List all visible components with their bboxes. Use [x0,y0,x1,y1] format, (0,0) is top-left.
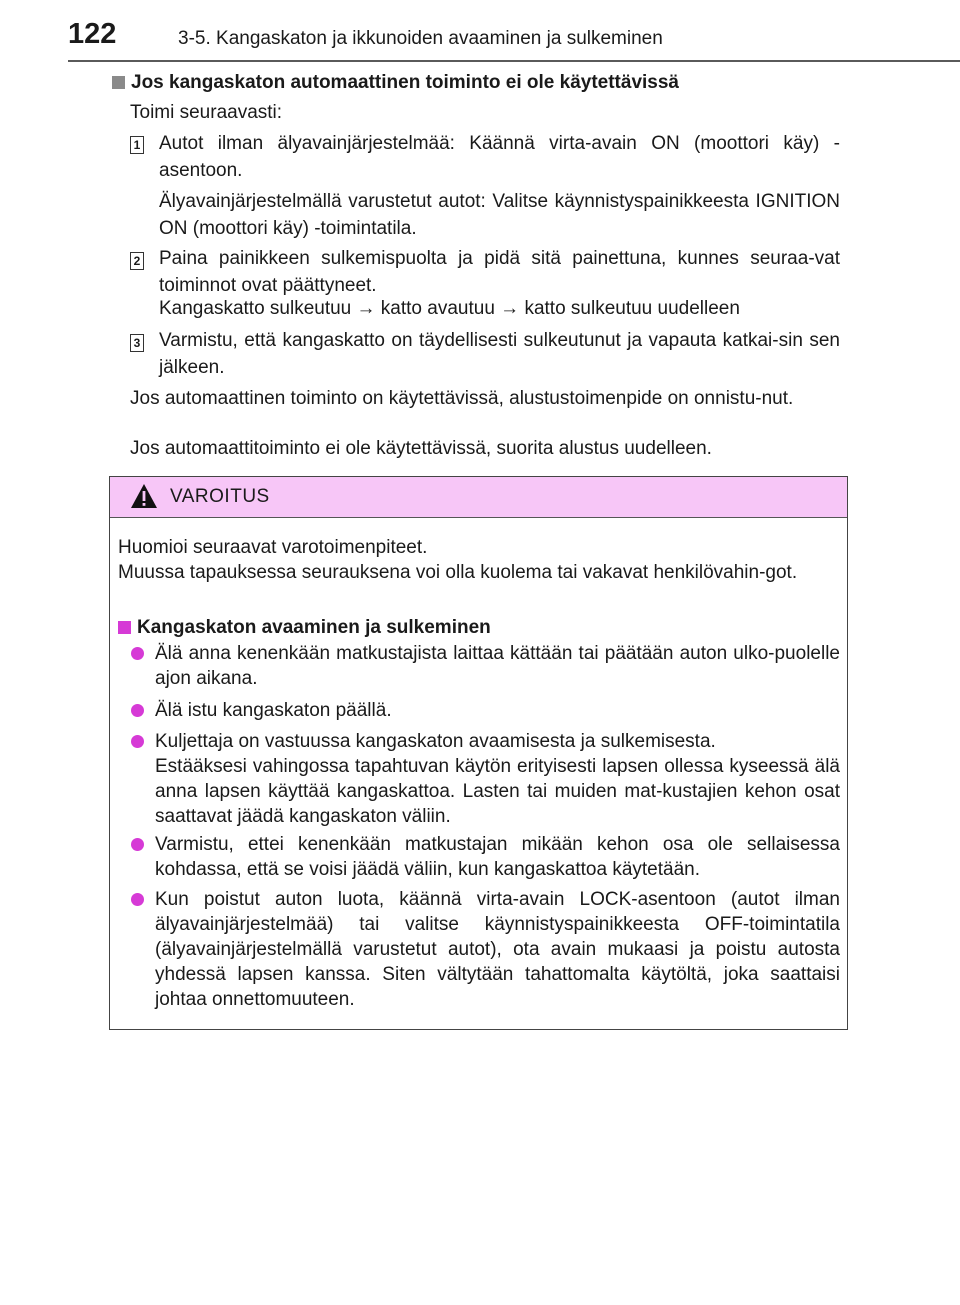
square-bullet-icon [112,76,125,89]
warning-bullet-detail: Estääksesi vahingossa tapahtuvan käytön erityisesti lapsen ollessa kyseessä älä anna lapsen käyttää kangaskattoa. Lasten tai muiden mat-kustajien kehon osat saattavat jäädä kangaskaton väliin. [155,756,840,827]
header-divider [68,60,960,62]
square-bullet-icon [118,621,131,634]
warning-subheading-text: Kangaskaton avaaminen ja sulkeminen [137,617,491,638]
warning-bullet: Kun poistut auton luota, käännä virta-avain LOCK-asentoon (autot ilman älyavainjärjestelmää) tai valitse käynnistyspainikkeesta OFF-toimintatila (älyavainjärjestelmällä varustetut autot), ota avain mukaasi ja poistu autosta yhdessä lapsen kanssa. Siten vältytään tahattomalta käytöltä, joka saattaisi johtaa onnettomuuteen. [155,889,840,1010]
step-number-badge: 1 [130,136,144,154]
warning-title: VAROITUS [170,486,270,507]
warning-subheading [118,615,840,640]
warning-bullet: Älä istu kangaskaton päällä. [155,700,392,721]
bullet-dot-icon [131,735,144,748]
step-number-badge: 3 [130,334,144,352]
bullet-dot-icon [131,647,144,660]
section-outro: Jos automaattinen toiminto on käytettävissä, alustustoimenpide on onnistu-nut. [130,388,794,409]
bullet-dot-icon [131,893,144,906]
step-text: Älyavainjärjestelmällä varustetut autot: Valitse käynnistyspainikkeesta IGNITION ON (moottori käy) -toimintatila. [159,191,840,239]
warning-intro: Huomioi seuraavat varotoimenpiteet. [118,537,428,558]
step-text: Kangaskatto sulkeutuu → katto avautuu → katto sulkeutuu uudelleen [159,298,740,319]
page-header [0,0,960,60]
step-number-badge: 2 [130,252,144,270]
section-intro: Toimi seuraavasti: [130,102,283,123]
section-title [112,72,679,94]
warning-intro: Muussa tapauksessa seurauksena voi olla kuolema tai vakavat henkilövahin-got. [118,562,798,583]
step-text: Paina painikkeen sulkemispuolta ja pidä sitä painettuna, kunnes seuraa-vat toiminnot ovat päättyneet. [159,248,840,296]
step-text: Varmistu, että kangaskatto on täydellisesti sulkeutunut ja vapauta katkai-sin sen jälkeen. [159,330,840,378]
section-title-text: Jos kangaskaton automaattinen toiminto ei ole käytettävissä [131,72,679,93]
step-text: Autot ilman älyavainjärjestelmää: Käännä virta-avain ON (moottori käy) -asentoon. [159,133,840,181]
warning-bullet: Varmistu, ettei kenenkään matkustajan mikään kehon osa ole sellaisessa kohdassa, että se voisi jäädä väliin, kun kangaskattoa käytetään. [155,834,840,880]
chapter-title: 3-5. Kangaskaton ja ikkunoiden avaaminen ja sulkeminen [178,28,663,49]
warning-bullet: Älä anna kenenkään matkustajista laittaa kättään tai päätään auton ulko-puolelle ajon aikana. [155,643,840,689]
page-number: 122 [68,18,117,50]
warning-triangle-icon [130,483,158,509]
warning-bullet: Kuljettaja on vastuussa kangaskaton avaamisesta ja sulkemisesta. [155,731,716,752]
warning-box [109,476,848,1030]
bullet-dot-icon [131,704,144,717]
section-outro: Jos automaattitoiminto ei ole käytettävissä, suorita alustus uudelleen. [130,438,712,459]
bullet-dot-icon [131,838,144,851]
warning-header [110,477,847,518]
